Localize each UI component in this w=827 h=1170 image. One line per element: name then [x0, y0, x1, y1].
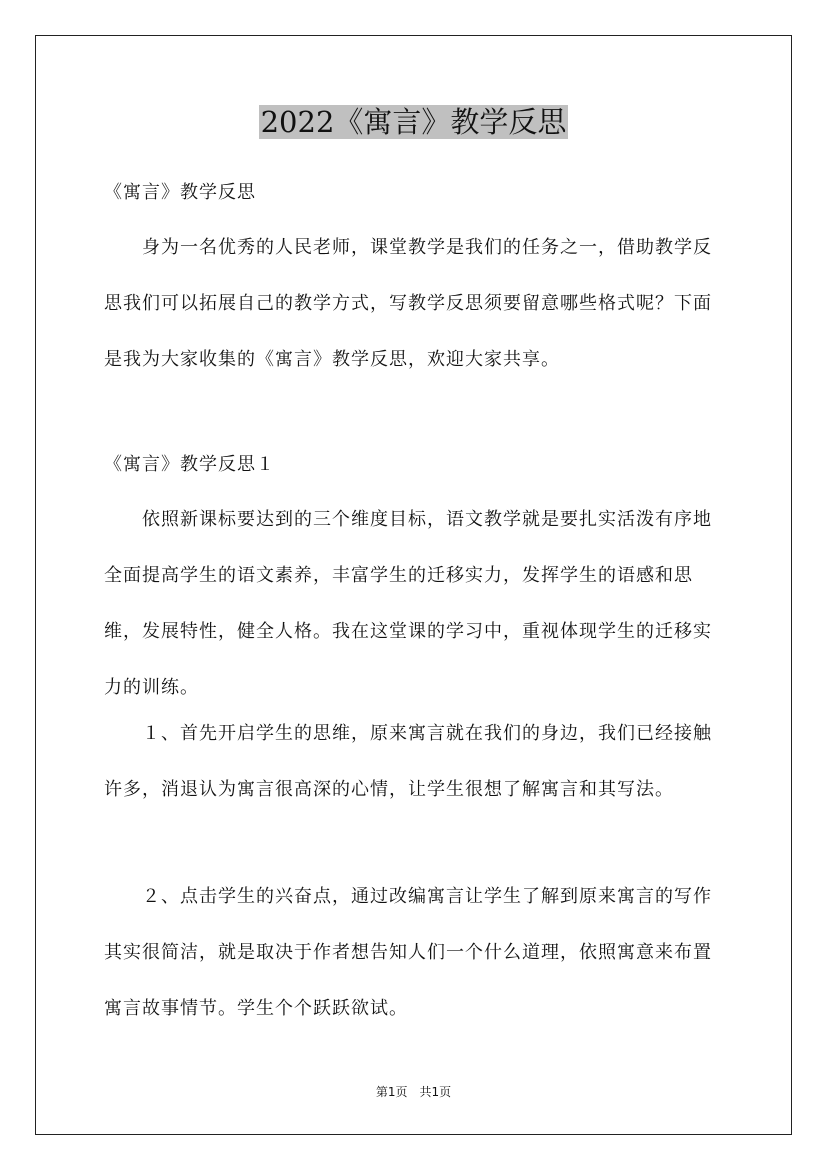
section-heading-1: 《寓言》教学反思１ [104, 454, 275, 475]
document-title-text: 2022《寓言》教学反思 [260, 105, 567, 139]
intro-paragraph: 身为一名优秀的人民老师，课堂教学是我们的任务之一，借助教学反思我们可以拓展自己的教学方式，写教学反思须要留意哪些格式呢？下面是我为大家收集的《寓言》教学反思，欢迎大家共享。 [104, 237, 712, 370]
paragraph-2: １、首先开启学生的思维，原来寓言就在我们的身边，我们已经接触许多，消退认为寓言很高深的心情，让学生很想了解寓言和其写法。 [104, 723, 712, 800]
paragraph-3: ２、点击学生的兴奋点，通过改编寓言让学生了解到原来寓言的写作其实很简洁，就是取决于作者想告知人们一个什么道理，依照寓意来布置寓言故事情节。学生个个跃跃欲试。 [104, 886, 712, 1019]
page-footer: 第1页 共1页 [375, 1085, 452, 1099]
document-title [0, 102, 827, 142]
paragraph-1: 依照新课标要达到的三个维度目标，语文教学就是要扎实活泼有序地全面提高学生的语文素养，丰富学生的迁移实力，发挥学生的语感和思维，发展特性，健全人格。我在这堂课的学习中，重视体现学生的迁移实力的训练。 [104, 509, 712, 698]
document-subtitle: 《寓言》教学反思 [104, 182, 256, 203]
